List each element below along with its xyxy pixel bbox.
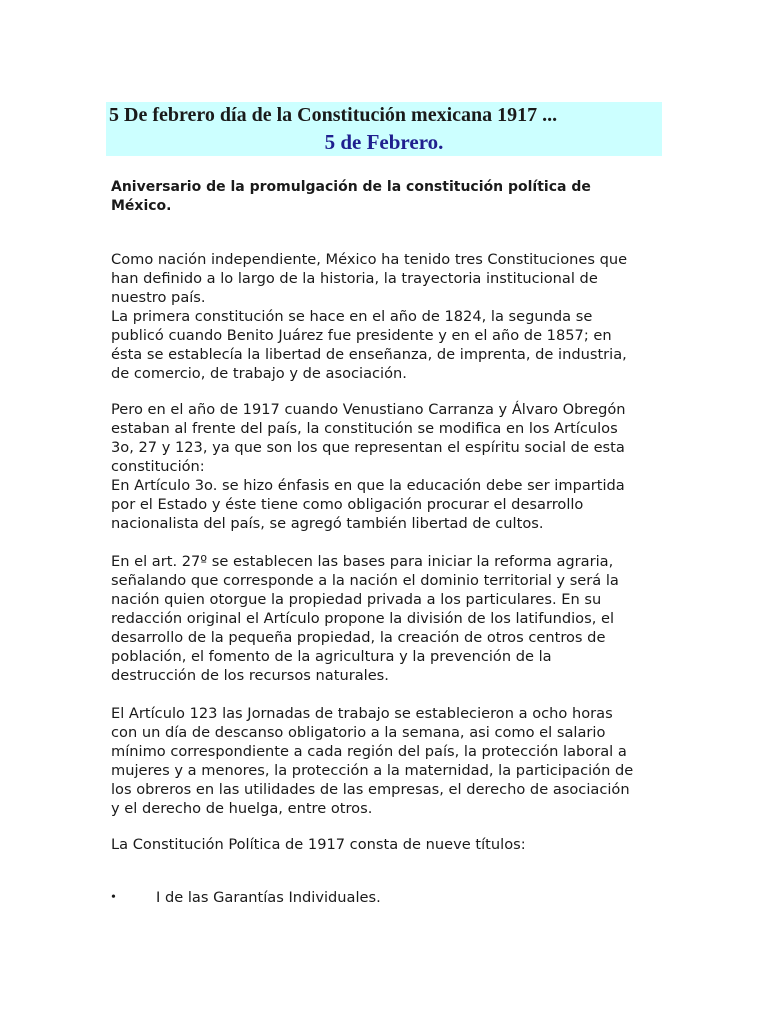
paragraph-line: destrucción de los recursos naturales. [111,667,389,684]
section-heading-line: Aniversario de la promulgación de la constitución política de [111,179,591,195]
paragraph-line: 3o, 27 y 123, ya que son los que representan el espíritu social de esta [111,439,625,456]
paragraph-line: Como nación independiente, México ha tenido tres Constituciones que [111,251,628,268]
paragraph-line: los obreros en las utilidades de las empresas, el derecho de asociación [111,781,630,798]
paragraph-line: y el derecho de huelga, entre otros. [111,800,373,817]
page-subtitle-date: 5 de Febrero. [324,130,444,154]
list-item [111,888,651,908]
paragraph-line: nuestro país. [111,289,206,306]
paragraph-line: desarrollo de la pequeña propiedad, la creación de otros centros de [111,629,606,646]
section-heading-line: México. [111,198,172,214]
paragraph-line: En el art. 27º se establecen las bases para iniciar la reforma agraria, [111,553,614,570]
paragraph-line: nación quien otorgue la propiedad privada a los particulares. En su [111,591,602,608]
paragraph-line: han definido a lo largo de la historia, la trayectoria institucional de [111,270,598,287]
paragraph-article-27 [111,552,651,685]
paragraph-line: Pero en el año de 1917 cuando Venustiano Carranza y Álvaro Obregón [111,401,626,418]
paragraph-line: publicó cuando Benito Juárez fue presidente y en el año de 1857; en [111,327,612,344]
paragraph-titles-intro [111,835,651,854]
paragraph-1917 [111,400,651,533]
paragraph-line: estaban al frente del país, la constitución se modifica en los Artículos [111,420,618,437]
list-item-text: I de las Garantías Individuales. [156,889,381,906]
paragraph-line: población, el fomento de la agricultura y la prevención de la [111,648,552,665]
paragraph-line: por el Estado y éste tiene como obligación procurar el desarrollo [111,496,584,513]
paragraph-line: La primera constitución se hace en el año de 1824, la segunda se [111,308,593,325]
paragraph-line: de comercio, de trabajo y de asociación. [111,365,407,382]
paragraph-line: El Artículo 123 las Jornadas de trabajo se establecieron a ocho horas [111,705,613,722]
page-title: 5 De febrero día de la Constitución mexicana 1917 ... [109,104,558,126]
paragraph-line: mujeres y a menores, la protección a la maternidad, la participación de [111,762,634,779]
paragraph-intro [111,250,651,383]
paragraph-line: con un día de descanso obligatorio a la semana, asi como el salario [111,724,606,741]
paragraph-article-123 [111,704,651,818]
paragraph-line: constitución: [111,458,205,475]
paragraph-line: La Constitución Política de 1917 consta de nueve títulos: [111,836,526,853]
paragraph-line: ésta se establecía la libertad de enseñanza, de imprenta, de industria, [111,346,627,363]
section-heading [111,178,631,216]
paragraph-line: señalando que corresponde a la nación el dominio territorial y será la [111,572,619,589]
paragraph-line: nacionalista del país, se agregó también libertad de cultos. [111,515,544,532]
paragraph-line: En Artículo 3o. se hizo énfasis en que la educación debe ser impartida [111,477,625,494]
paragraph-line: mínimo correspondiente a cada región del país, la protección laboral a [111,743,627,760]
paragraph-line: redacción original el Artículo propone la división de los latifundios, el [111,610,615,627]
bullet-icon: • [111,890,116,905]
title-banner [106,102,662,156]
